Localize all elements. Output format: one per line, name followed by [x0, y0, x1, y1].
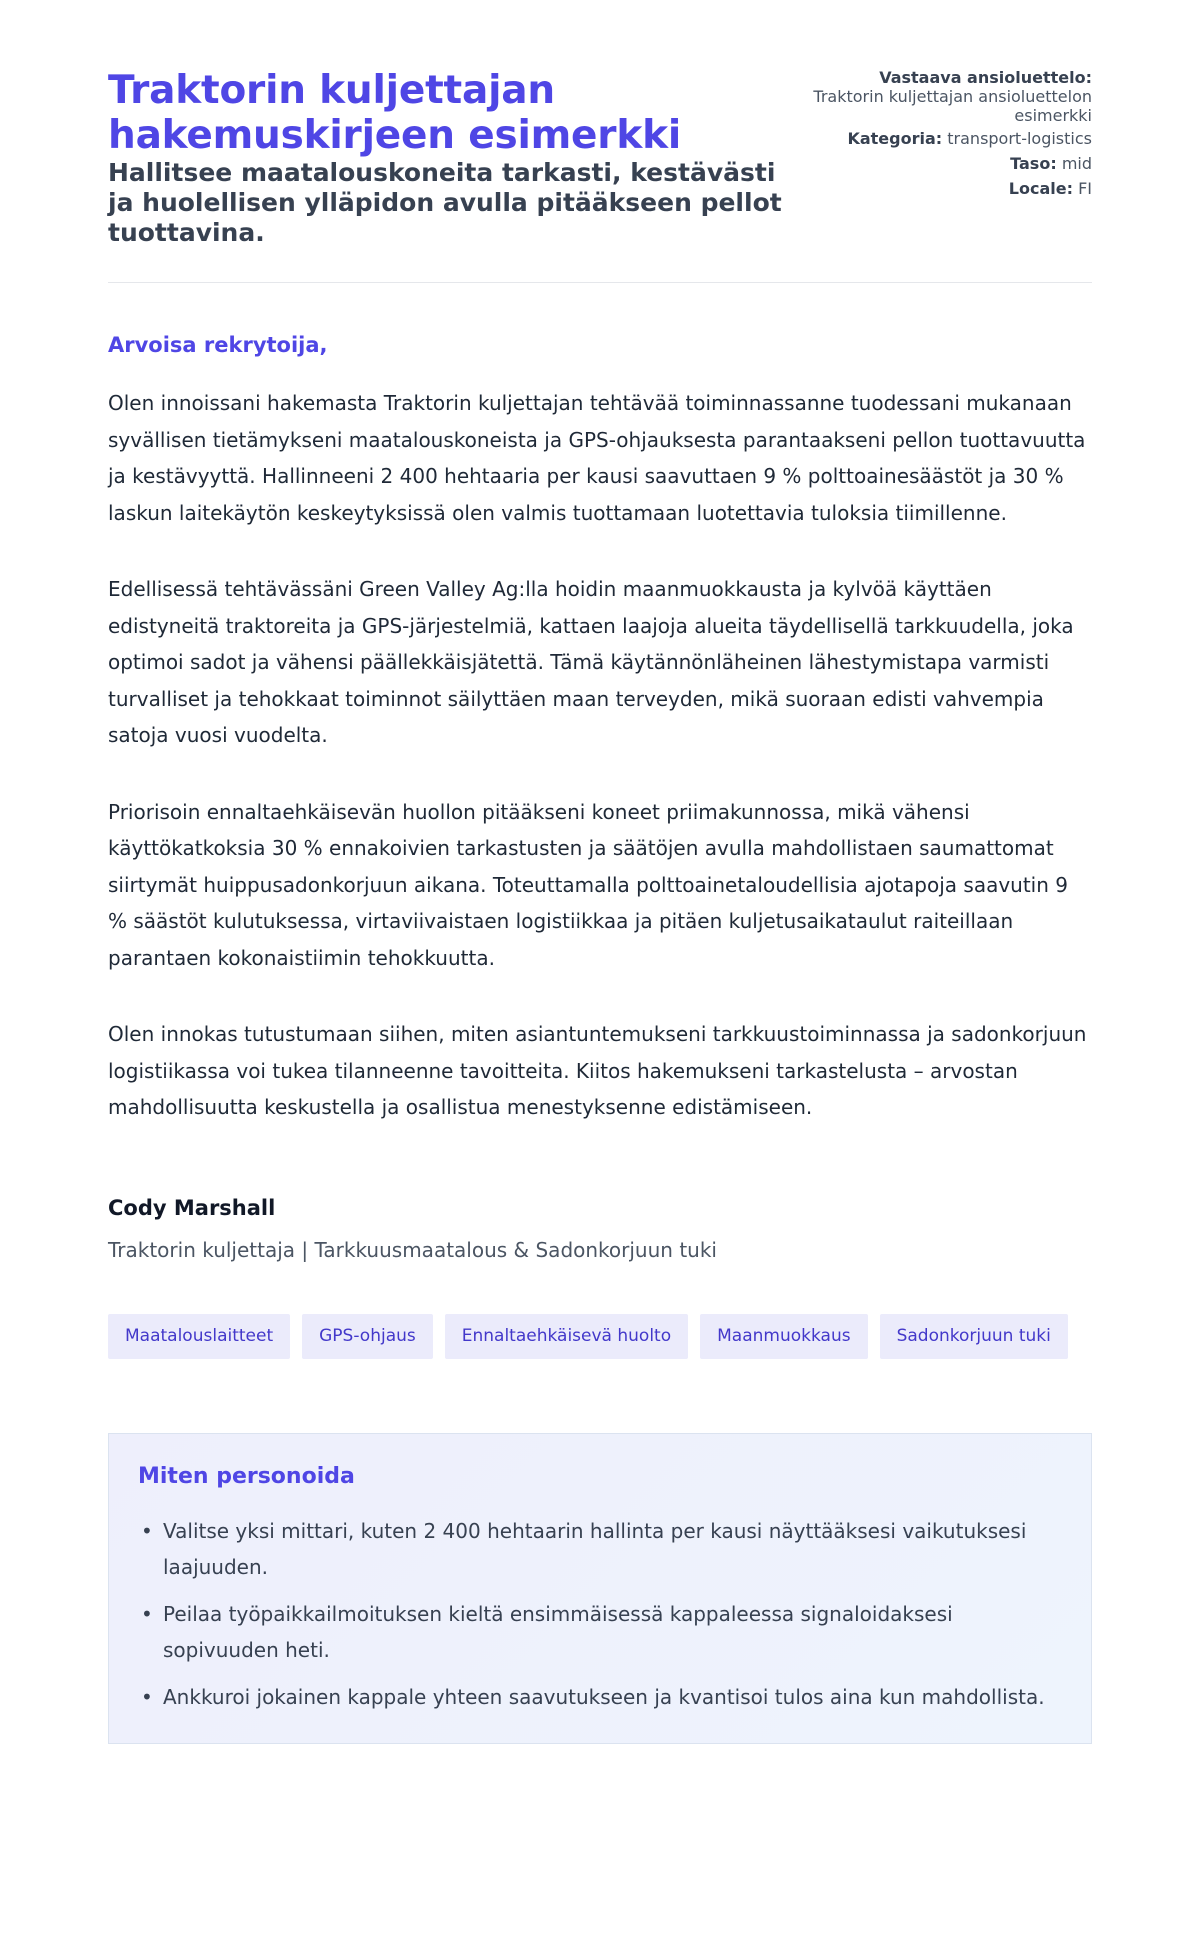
meta-locale — [797, 179, 1092, 198]
skill-tags — [108, 1314, 1092, 1359]
meta-related-resume-value: Traktorin kuljettajan ansioluettelon esimerkki — [813, 87, 1092, 125]
meta-category — [797, 129, 1092, 148]
tip-text: Valitse yksi mittari, kuten 2 400 hehtaarin hallinta per kausi näyttääksesi vaikutuksesi laajuuden. — [163, 1518, 1027, 1579]
meta-level-value: mid — [1061, 154, 1092, 173]
tips-title: Miten personoida — [138, 1463, 355, 1489]
letter-paragraph: Edellisessä tehtävässäni Green Valley Ag:lla hoidin maanmuokkausta ja kylvöä käyttäen edistyneitä traktoreita ja GPS-järjestelmiä, kattaen laajoja alueita täydellisellä tarkkuudella, joka optimoi sadot ja vähensi päällekkäisjätettä. Tämä käytännönläheinen lähestymistapa varmisti turvalliset ja tehokkaat toiminnot säilyttäen maan terveyden, mikä suoraan edisti vahvempia satoja vuosi vuodelta. — [108, 577, 1074, 747]
skill-tag: GPS-ohjaus — [302, 1314, 433, 1359]
skill-tag: Ennaltaehkäisevä huolto — [445, 1314, 688, 1359]
letter-paragraph: Priorisoin ennaltaehkäisevän huollon pitääkseni koneet priimakunnossa, mikä vähensi käyttökatkoksia 30 % ennakoivien tarkastusten ja säätöjen avulla mahdollistaen saumattomat siirtymät huippusadonkorjuun aikana. Toteuttamalla polttoainetaloudellisia ajotapoja saavutin 9 % säästöt kulutuksessa, virtaviivaistaen logistiikkaa ja pitäen kuljetusaikataulut raiteillaan parantaen kokonaistiimin tehokkuutta. — [108, 799, 1068, 970]
signature-title: Traktorin kuljettaja | Tarkkuusmaatalous & Sadonkorjuun tuki — [108, 1237, 717, 1262]
meta-category-value: transport-logistics — [947, 129, 1092, 148]
personalization-tips-box — [108, 1433, 1092, 1745]
page-subtitle: Hallitsee maatalouskoneita tarkasti, kestävästi ja huolellisen ylläpidon avulla pitääkseen pellot tuottavina. — [108, 158, 782, 247]
tips-list — [138, 1513, 1063, 1716]
page-header — [108, 68, 1092, 283]
letter-greeting: Arvoisa rekrytoija, — [108, 333, 328, 357]
bullet-icon: • — [141, 1518, 153, 1543]
meta-related-resume-label: Vastaava ansioluettelo: — [879, 68, 1092, 87]
bullet-icon: • — [141, 1601, 153, 1626]
letter-paragraphs — [108, 385, 1092, 1126]
tip-item — [138, 1679, 1063, 1716]
skill-tag: Sadonkorjuun tuki — [880, 1314, 1068, 1359]
header-title-block — [108, 68, 797, 248]
meta-related-resume — [797, 68, 1092, 125]
skill-tag: Maanmuokkaus — [700, 1314, 867, 1359]
tip-text: Ankkuroi jokainen kappale yhteen saavutukseen ja kvantisoi tulos aina kun mahdollista. — [163, 1684, 1045, 1709]
metadata-panel — [797, 68, 1092, 204]
meta-locale-value: FI — [1078, 179, 1092, 198]
page-title: Traktorin kuljettajan hakemuskirjeen esimerkki — [108, 68, 681, 158]
signature-block — [108, 1196, 1092, 1262]
skill-tag: Maatalouslaitteet — [108, 1314, 290, 1359]
meta-level — [797, 154, 1092, 173]
meta-level-label: Taso: — [1010, 154, 1057, 173]
tip-text: Peilaa työpaikkailmoituksen kieltä ensimmäisessä kappaleessa signaloidaksesi sopivuuden heti. — [163, 1601, 953, 1662]
letter-paragraph: Olen innokas tutustumaan siihen, miten asiantuntemukseni tarkkuustoiminnassa ja sadonkorjuun logistiikassa voi tukea tilanneenne tavoitteita. Kiitos hakemukseni tarkastelusta – arvostan mahdollisuutta keskustella ja osallistua menestyksenne edistämiseen. — [108, 1022, 1087, 1119]
tip-item — [138, 1513, 1063, 1586]
signature-name: Cody Marshall — [108, 1195, 276, 1220]
letter-paragraph: Olen innoissani hakemasta Traktorin kuljettajan tehtävää toiminnassanne tuodessani mukanaan syvällisen tietämykseni maatalouskoneista ja GPS-ohjauksesta parantaakseni pellon tuottavuutta ja kestävyyttä. Hallinneeni 2 400 hehtaaria per kausi saavuttaen 9 % polttoainesäästöt ja 30 % laskun laitekäytön keskeytyksissä olen valmis tuottamaan luotettavia tuloksia tiimillenne. — [108, 391, 1086, 525]
letter-body — [108, 333, 1092, 1126]
meta-category-label: Kategoria: — [847, 129, 943, 148]
tip-item — [138, 1596, 1063, 1669]
meta-locale-label: Locale: — [1008, 179, 1073, 198]
bullet-icon: • — [141, 1684, 153, 1709]
